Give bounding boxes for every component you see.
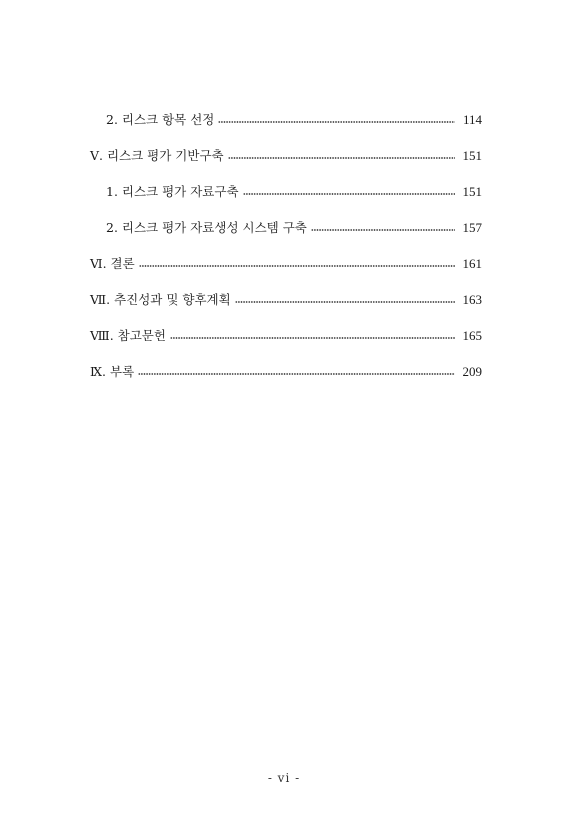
toc-entry-risk-data-construction[interactable] <box>106 182 482 202</box>
toc-entry-page-number: 163 <box>462 292 482 307</box>
page-footer-number: - vi - <box>267 771 301 785</box>
toc-entry-label: 1. 리스크 평가 자료구축 <box>106 184 239 199</box>
toc-entry-page-number: 161 <box>462 256 482 271</box>
toc-dot-leader <box>170 337 455 339</box>
toc-entry-label: Ⅸ. 부록 <box>90 364 135 379</box>
toc-entry-page-number: 157 <box>462 220 482 235</box>
toc-dot-leader <box>235 301 455 303</box>
toc-entry-page-number: 165 <box>462 328 482 343</box>
toc-entry-risk-item-selection[interactable] <box>106 110 482 130</box>
toc-entry-label: Ⅷ. 참고문헌 <box>90 328 166 343</box>
toc-entry-data-generation-system[interactable] <box>106 218 482 238</box>
toc-entry-label: 2. 리스크 평가 자료생성 시스템 구축 <box>106 220 307 235</box>
toc-entry-page-number: 151 <box>462 148 482 163</box>
toc-entry-page-number: 114 <box>462 112 482 127</box>
toc-entry-chapter-7[interactable] <box>90 290 482 310</box>
toc-entry-page-number: 209 <box>462 364 482 379</box>
toc-entry-chapter-6[interactable] <box>90 254 482 274</box>
toc-dot-leader <box>243 193 455 195</box>
toc-entry-label: Ⅴ. 리스크 평가 기반구축 <box>90 148 224 163</box>
toc-entry-chapter-5[interactable] <box>90 146 482 166</box>
toc-entry-label: Ⅶ. 추진성과 및 향후계획 <box>90 292 231 307</box>
toc-dot-leader <box>138 373 454 375</box>
toc-entry-label: Ⅵ. 결론 <box>90 256 135 271</box>
toc-dot-leader <box>311 229 455 231</box>
toc-entry-page-number: 151 <box>462 184 482 199</box>
toc-dot-leader <box>139 265 455 267</box>
toc-entry-label: 2. 리스크 항목 선정 <box>106 112 215 127</box>
toc-entry-chapter-8[interactable] <box>90 326 482 346</box>
toc-dot-leader <box>218 121 455 123</box>
toc-entry-chapter-9[interactable] <box>90 362 482 382</box>
toc-dot-leader <box>228 157 455 159</box>
